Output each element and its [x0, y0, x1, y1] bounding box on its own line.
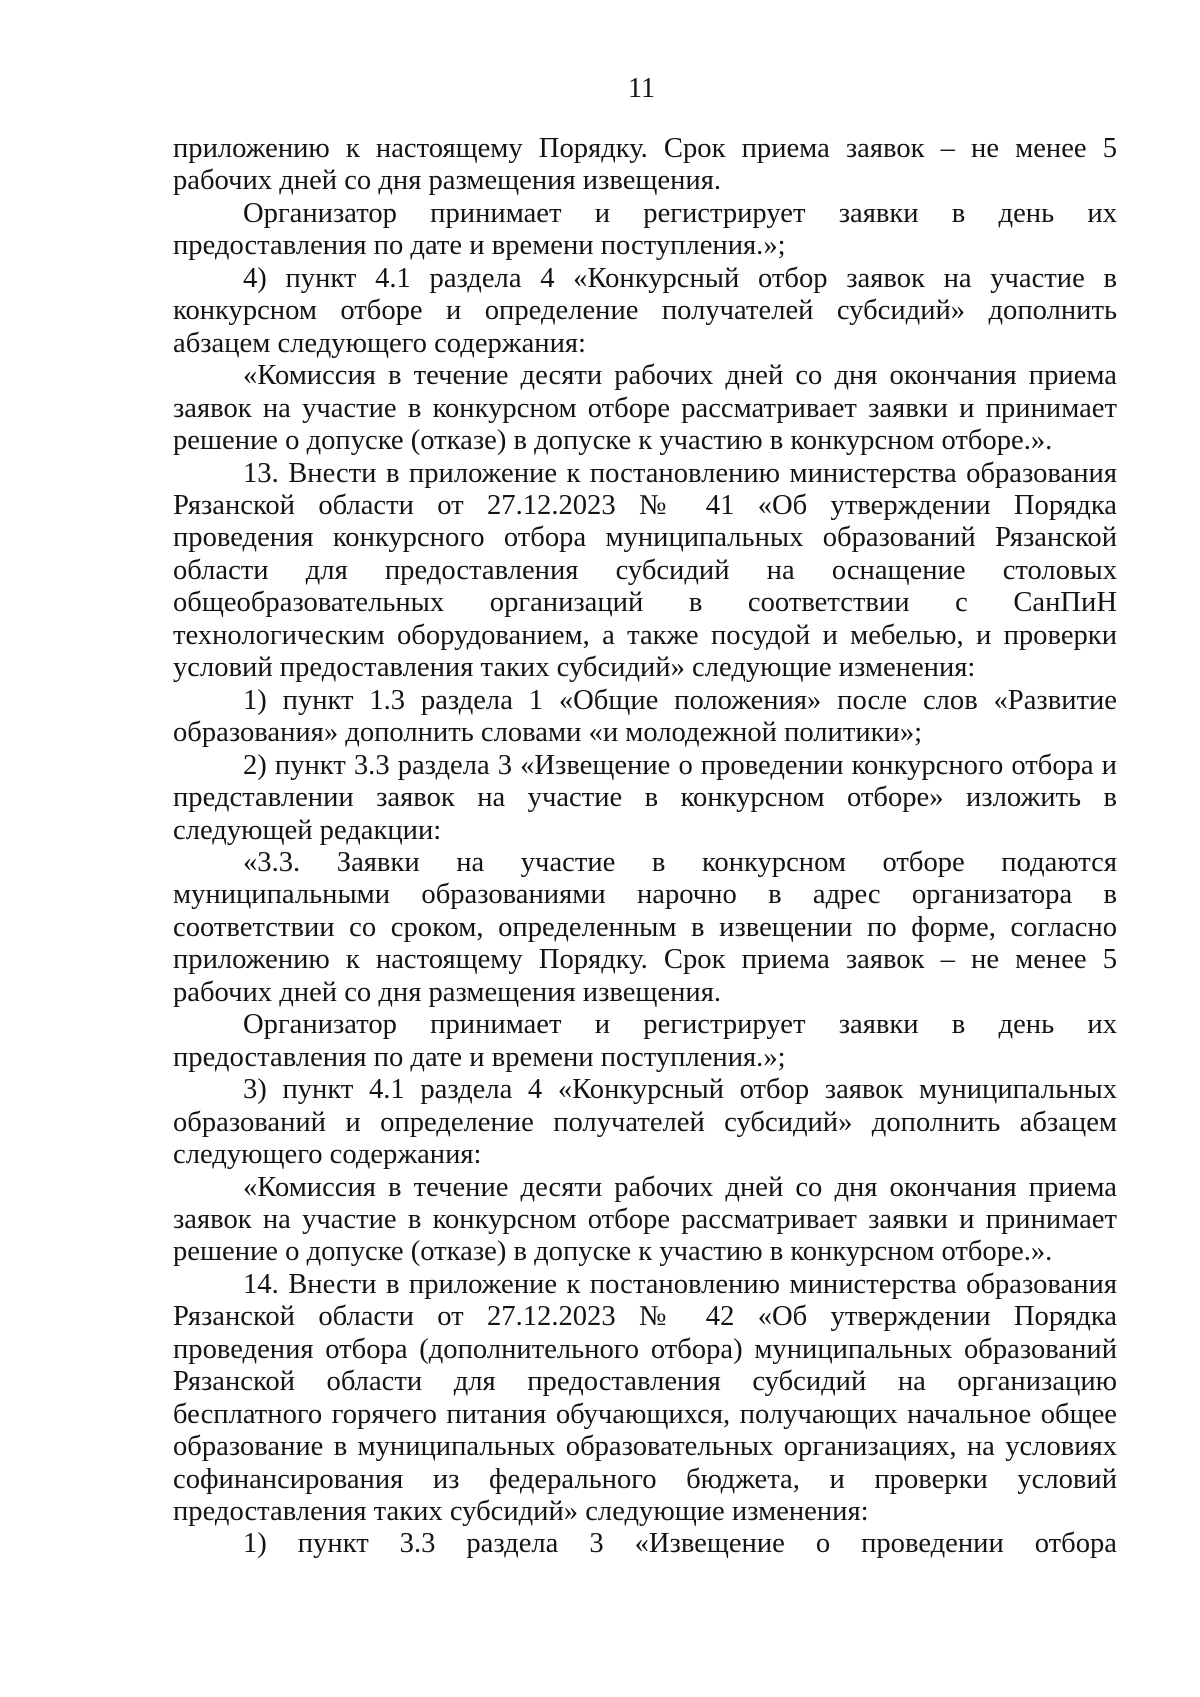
- paragraph: «Комиссия в течение десяти рабочих дней со дня окончания приема заявок на участие в конкурсном отборе рассматривает заявки и принимает решение о допуске (отказе) в допуске к участию в конкурсном отборе.».: [173, 360, 1117, 457]
- paragraph: «Комиссия в течение десяти рабочих дней со дня окончания приема заявок на участие в конкурсном отборе рассматривает заявки и принимает решение о допуске (отказе) в допуске к участию в конкурсном отборе.».: [173, 1171, 1117, 1268]
- paragraph: Организатор принимает и регистрирует заявки в день их предоставления по дате и времени поступления.»;: [173, 197, 1117, 262]
- paragraph: 1) пункт 1.3 раздела 1 «Общие положения» после слов «Развитие образования» дополнить словами «и молодежной политики»;: [173, 684, 1117, 749]
- paragraph: 3) пункт 4.1 раздела 4 «Конкурсный отбор заявок муниципальных образований и определение получателей субсидий» дополнить абзацем следующего содержания:: [173, 1074, 1117, 1171]
- document-body: [173, 133, 1117, 1561]
- paragraph-trailing: 1) пункт 3.3 раздела 3 «Извещение о проведении отбора: [243, 1528, 1117, 1560]
- paragraph: 4) пункт 4.1 раздела 4 «Конкурсный отбор заявок на участие в конкурсном отборе и определение получателей субсидий» дополнить абзацем следующего содержания:: [173, 262, 1117, 359]
- paragraph-item-14: 14. Внести в приложение к постановлению министерства образования Рязанской области от 27.12.2023 № 42 «Об утверждении Порядка проведения отбора (дополнительного отбора) муниципальных образований Рязанской области для предоставления субсидий на организацию бесплатного горячего питания обучающихся, получающих начальное общее образование в муниципальных образовательных организациях, на условиях софинансирования из федерального бюджета, и проверки условий предоставления таких субсидий» следующие изменения:: [173, 1268, 1117, 1528]
- page-number: 11: [628, 73, 655, 104]
- paragraph: Организатор принимает и регистрирует заявки в день их предоставления по дате и времени поступления.»;: [173, 1009, 1117, 1073]
- paragraph-item-13: 13. Внести в приложение к постановлению министерства образования Рязанской области от 27.12.2023 № 41 «Об утверждении Порядка проведения конкурсного отбора муниципальных образований Рязанской области для предоставления субсидий на оснащение столовых общеобразовательных организаций в соответствии с СанПиН технологическим оборудованием, а также посудой и мебелью, и проверки условий предоставления таких субсидий» следующие изменения:: [173, 457, 1117, 684]
- paragraph: 2) пункт 3.3 раздела 3 «Извещение о проведении конкурсного отбора и представлении заявок на участие в конкурсном отборе» изложить в следующей редакции:: [173, 749, 1117, 846]
- paragraph: «3.3. Заявки на участие в конкурсном отборе подаются муниципальными образованиями нарочно в адрес организатора в соответствии со сроком, определенным в извещении по форме, согласно приложению к настоящему Порядку. Срок приема заявок – не менее 5 рабочих дней со дня размещения извещения.: [173, 846, 1117, 1008]
- paragraph-continuation: приложению к настоящему Порядку. Срок приема заявок – не менее 5 рабочих дней со дня размещения извещения.: [173, 133, 1117, 197]
